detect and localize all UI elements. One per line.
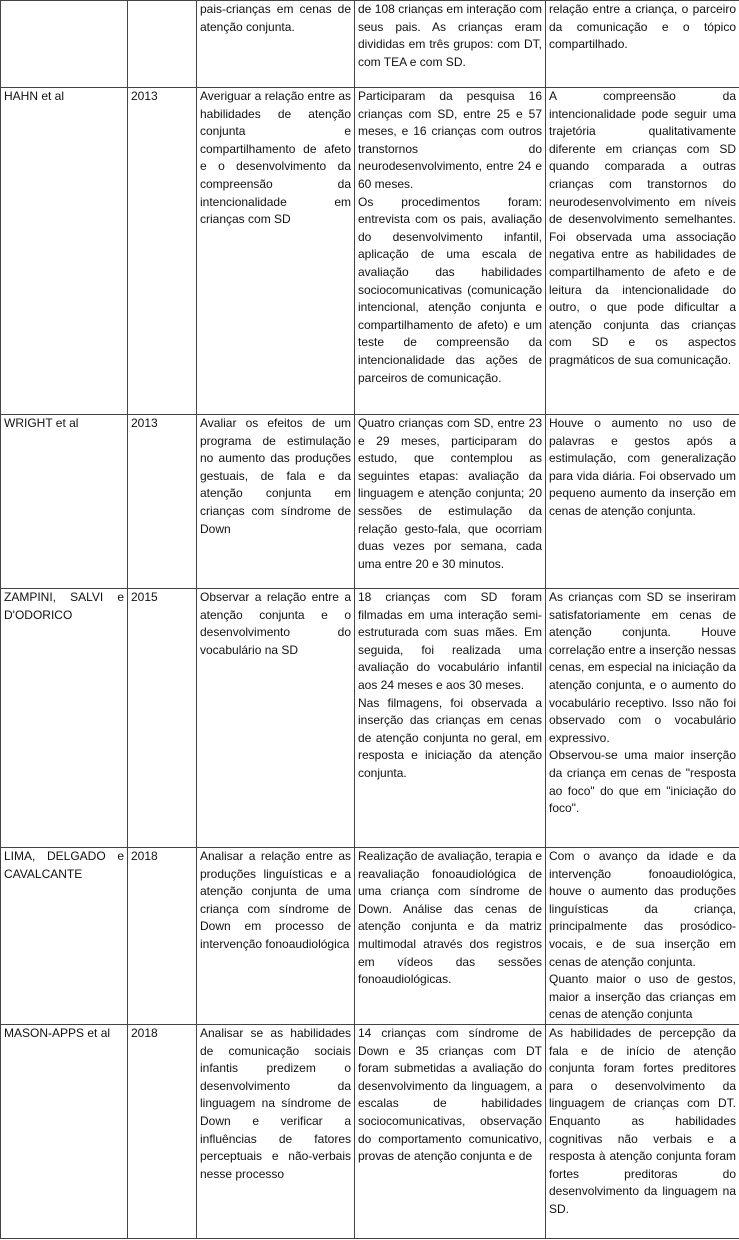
table-row xyxy=(1,1,739,88)
author-cell xyxy=(1,1,128,88)
results-paragraph: As habilidades de percepção da fala e de início de atenção conjunta foram fortes preditores para o desenvolvimento da linguagem de crianças com DT. Enquanto as habilidades cognitivas não verbais e a resposta à atenção conjunta foram fortes preditoras do desenvolvimento da linguagem na SD. xyxy=(549,1025,736,1216)
results-paragraph: Observou-se uma maior inserção da criança em cenas de "resposta ao foco" do que em "iniciação do foco". xyxy=(549,748,736,816)
method-paragraph: de 108 crianças em interação com seus pais. As crianças eram divididas em três grupos: com DT, com TEA e com SD. xyxy=(358,2,542,69)
results-paragraph: Quanto maior o uso de gestos, maior a inserção das crianças em cenas de atenção conjunta xyxy=(549,972,736,1022)
method-cell xyxy=(355,848,546,1025)
method-paragraph: Quatro crianças com SD, entre 23 e 29 meses, participaram do estudo, que contemplou as seguintes etapas: avaliação da linguagem e atenção conjunta; 20 sessões de estimulação da relação gesto-fala, que ocorriam duas vezes por semana, cada uma entre 20 e 30 minutos. xyxy=(358,416,542,571)
method-paragraph: Nas filmagens, foi observada a inserção das crianças em cenas de atenção conjunta no geral, em resposta e iniciação da atenção conjunta. xyxy=(358,695,542,780)
method-paragraph: Os procedimentos foram: entrevista com os pais, avaliação do desenvolvimento infantil, aplicação de uma escala de avaliação das habilidades sociocomunicativas (comunicação intencional, atenção conjunta e compartilhamento de afeto) e um teste de compreensão da intencionalidade das ações de parceiros de comunicação. xyxy=(358,194,542,385)
year-cell: 2013 xyxy=(128,88,197,415)
method-cell xyxy=(355,415,546,589)
method-paragraph: 18 crianças com SD foram filmadas em uma interação semi-estruturada com suas mães. Em seguida, foi realizada uma avaliação do vocabulário infantil aos 24 meses e aos 30 meses. xyxy=(358,590,542,692)
author-cell: MASON-APPS et al xyxy=(1,1024,128,1238)
results-cell xyxy=(546,589,739,848)
objective-cell: Observar a relação entre a atenção conjunta e o desenvolvimento do vocabulário na SD xyxy=(197,589,355,848)
objective-cell: Averiguar a relação entre as habilidades de atenção conjunta e compartilhamento de afeto e o desenvolvimento da compreensão da intencionalidade em crianças com SD xyxy=(197,88,355,415)
method-paragraph: Participaram da pesquisa 16 crianças com SD, entre 25 e 57 meses, e 16 crianças com outros transtornos do neurodesenvolvimento, entre 24 e 60 meses. xyxy=(358,89,542,191)
method-cell xyxy=(355,1,546,88)
results-paragraph: Houve o aumento no uso de palavras e gestos após a estimulação, com generalização para vida diária. Foi observado um pequeno aumento da inserção em cenas de atenção conjunta. xyxy=(549,416,736,518)
method-cell xyxy=(355,1024,546,1238)
results-paragraph: relação entre a criança, o parceiro da comunicação e o tópico compartilhado. xyxy=(549,2,736,52)
year-cell: 2013 xyxy=(128,415,197,589)
table-row xyxy=(1,1024,739,1238)
table-row xyxy=(1,848,739,1025)
table-row xyxy=(1,415,739,589)
objective-cell: Analisar se as habilidades de comunicação sociais infantis predizem o desenvolvimento da linguagem na síndrome de Down e verificar a influências de fatores perceptuais e não-verbais nesse processo xyxy=(197,1024,355,1238)
objective-cell: pais-crianças em cenas de atenção conjunta. xyxy=(197,1,355,88)
method-paragraph: Realização de avaliação, terapia e reavaliação fonoaudiológica de uma criança com síndrome de Down. Análise das cenas de atenção conjunta e da matriz multimodal através dos registros em vídeos das sessões fonoaudiológicas. xyxy=(358,849,542,987)
results-cell xyxy=(546,88,739,415)
results-cell xyxy=(546,1024,739,1238)
year-cell xyxy=(128,1,197,88)
author-cell: HAHN et al xyxy=(1,88,128,415)
method-paragraph: 14 crianças com síndrome de Down e 35 crianças com DT foram submetidas a avaliação do desenvolvimento da linguagem, a escalas de habilidades sociocomunicativas, observação do comportamento comunicativo, provas de atenção conjunta e de xyxy=(358,1025,542,1164)
results-paragraph: A compreensão da intencionalidade pode seguir uma trajetória qualitativamente diferente em crianças com SD quando comparada a outras crianças com transtornos do neurodesenvolvimento em níveis de desenvolvimento semelhantes. Foi observada uma associação negativa entre as habilidades de compartilhamento de afeto e de leitura da intencionalidade do outro, o que pode dificultar a atenção conjunta das crianças com SD e os aspectos pragmáticos de sua comunicação. xyxy=(549,89,736,367)
method-cell xyxy=(355,589,546,848)
year-cell: 2018 xyxy=(128,848,197,1025)
method-cell xyxy=(355,88,546,415)
author-cell: ZAMPINI, SALVI e D'ODORICO xyxy=(1,589,128,848)
results-cell xyxy=(546,1,739,88)
results-paragraph: Com o avanço da idade e da intervenção fonoaudiológica, houve o aumento das produções linguísticas da criança, principalmente das prosódico-vocais, e de sua inserção em cenas de atenção conjunta. xyxy=(549,849,736,969)
results-cell xyxy=(546,848,739,1025)
table-row xyxy=(1,88,739,415)
table-row xyxy=(1,589,739,848)
year-cell: 2015 xyxy=(128,589,197,848)
results-cell xyxy=(546,415,739,589)
author-cell: WRIGHT et al xyxy=(1,415,128,589)
objective-cell: Analisar a relação entre as produções linguísticas e a atenção conjunta de uma criança com síndrome de Down em processo de intervenção fonoaudiológica xyxy=(197,848,355,1025)
results-paragraph: As crianças com SD se inseriram satisfatoriamente em cenas de atenção conjunta. Houve correlação entre a inserção nessas cenas, em especial na iniciação da atenção conjunta, e o aumento do vocabulário receptivo. Isso não foi observado com o vocabulário expressivo. xyxy=(549,590,736,745)
objective-cell: Avaliar os efeitos de um programa de estimulação no aumento das produções gestuais, de fala e da atenção conjunta em crianças com síndrome de Down xyxy=(197,415,355,589)
year-cell: 2018 xyxy=(128,1024,197,1238)
author-cell: LIMA, DELGADO e CAVALCANTE xyxy=(1,848,128,1025)
